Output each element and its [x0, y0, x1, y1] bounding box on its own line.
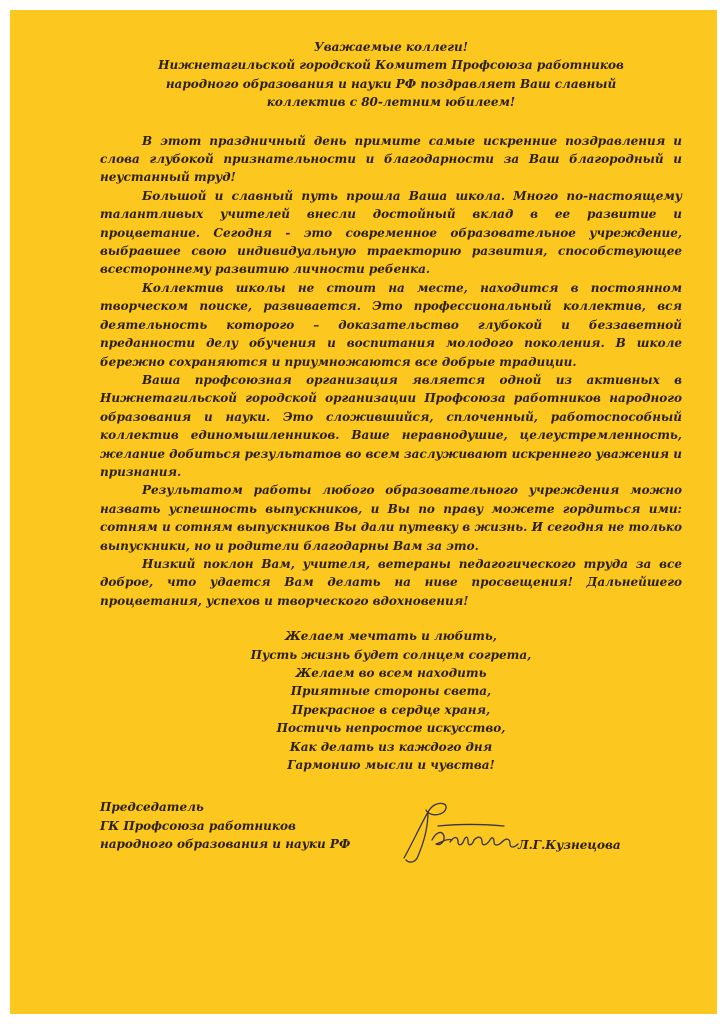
greeting: Уважаемые коллеги! [314, 40, 468, 54]
paragraph: Ваша профсоюзная организация является одной из активных в Нижнетагильской городской организации Профсоюза работников народного образования и науки. Это сложившийся, сплоченный, работоспособный коллектив единомышленников. Ваше неравнодушие, целеустремленность, желание добиться результатов во всем заслуживают искреннего уважения и признания. [100, 372, 682, 479]
signer-position: Председатель [100, 800, 204, 815]
poem [100, 627, 682, 774]
paragraph: Результатом работы любого образовательного учреждения можно назвать успешность выпускников, и Вы по праву можете гордиться ими: сотням и сотням выпускников Вы дали путевку в жизнь. И сегодня не только выпускники, но и родители благодарны Вам за это. [100, 483, 682, 553]
poem-line: Пусть жизнь будет солнцем согрета, [250, 647, 532, 662]
signer-name: Л.Г.Кузнецова [518, 838, 621, 853]
paragraph: Коллектив школы не стоит на месте, находится в постоянном творческом поиске, развивается. Это профессиональный коллектив, вся деятельность которого – доказательство глубокой и беззаветной преданности делу обучения и воспитания молодого поколения. В школе бережно сохраняются и приумножаются все добрые традиции. [100, 280, 682, 369]
header-line: Нижнетагильской городской Комитет Профсоюза работников [158, 58, 624, 73]
poem-line: Желаем мечтать и любить, [285, 629, 497, 644]
signer-position: ГК Профсоюза работников [100, 818, 296, 833]
header-line: народного образования и науки РФ поздравляет Ваш славный [165, 76, 617, 91]
header-line: коллектив с 80-летним юбилеем! [266, 95, 516, 110]
poem-line: Как делать из каждого дня [289, 739, 493, 754]
signature-block [100, 798, 682, 858]
paragraph: Низкий поклон Вам, учителя, ветераны педагогического труда за все доброе, что удается Вам делать на ниве просвещения! Дальнейшего процветания, успехов и творческого вдохновения! [100, 556, 682, 608]
poem-line: Постичь непростое искусство, [276, 721, 506, 736]
poem-line: Прекрасное в сердце храня, [291, 702, 491, 717]
paragraph: В этот праздничный день примите самые искренние поздравления и слова глубокой признательности и благодарности за Ваш благородный и неустанный труд! [100, 133, 682, 185]
paragraph: Большой и славный путь прошла Ваша школа. Много по-настоящему талантливых учителей внесли достойный вклад в ее развитие и процветание. Сегодня - это современное образовательное учреждение, выбравшее свою индивидуальную траекторию развития, способствующее всестороннему развитию личности ребенка. [100, 188, 682, 277]
letter-text [100, 38, 682, 858]
poem-line: Гармонию мысли и чувства! [287, 758, 495, 773]
signer-position: народного образования и науки РФ [100, 837, 351, 852]
letter-header [100, 38, 682, 112]
letter-body [100, 132, 682, 611]
poem-line: Желаем во всем находить [295, 666, 487, 680]
letter-sheet [10, 10, 717, 1014]
handwritten-signature-icon [398, 796, 526, 868]
poem-line: Приятные стороны света, [290, 684, 492, 699]
